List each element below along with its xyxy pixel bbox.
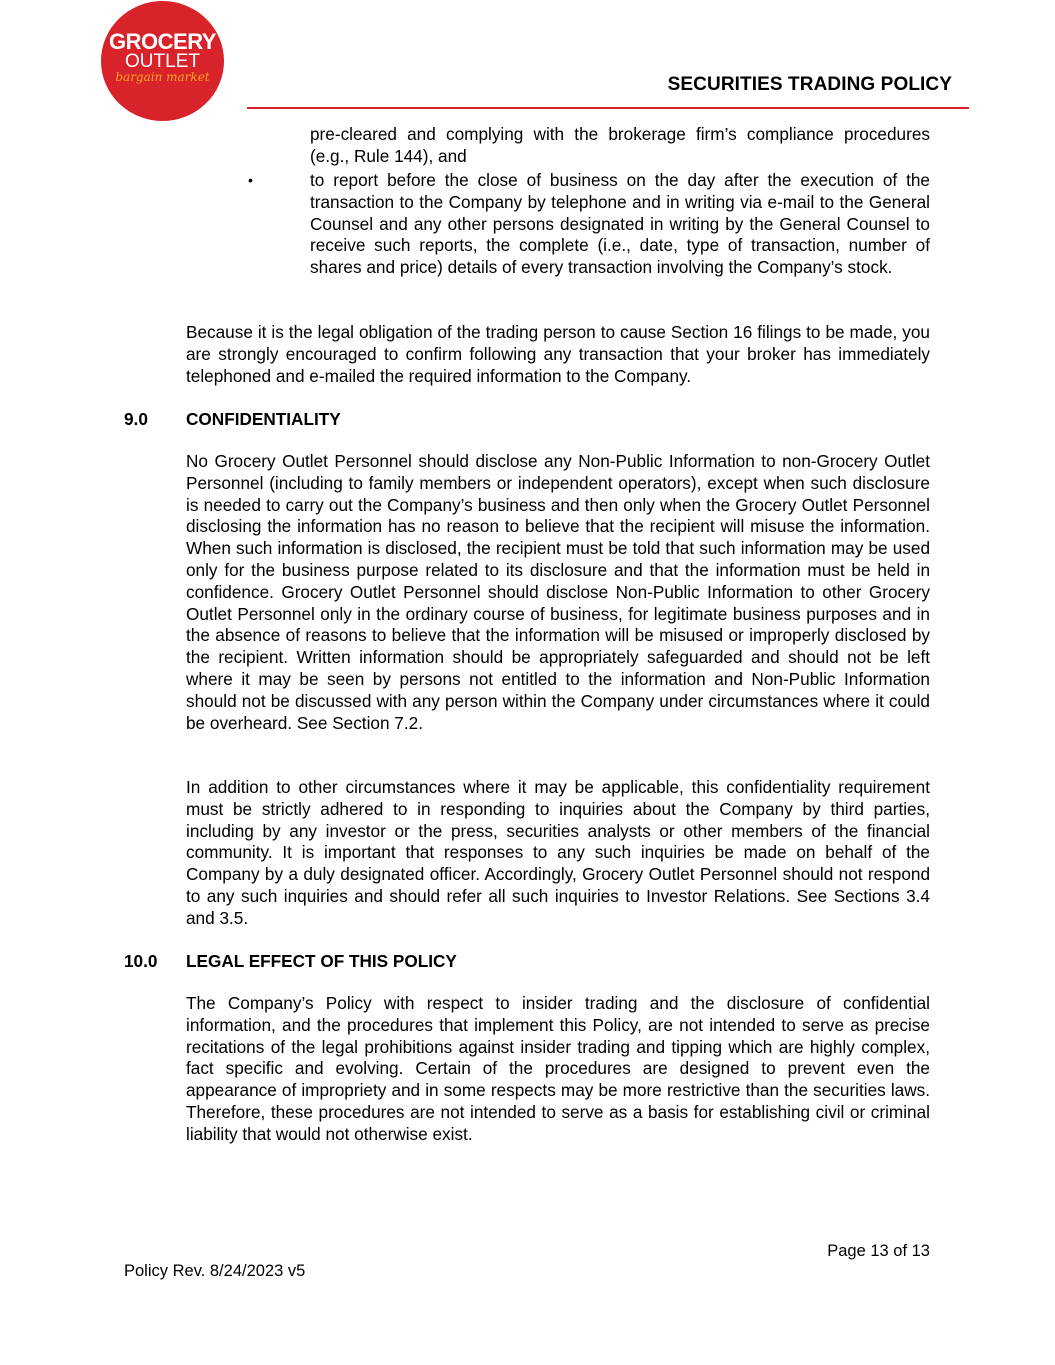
section-9-paragraph-2: In addition to other circumstances where it may be applicable, this confidentiality requirement must be strictly adhered to in responding to inquiries about the Company by third parties, including by any investor or the press, securities analysts or other members of the financial community. It is important that responses to any such inquiries be made on behalf of the Company by a duly designated officer. Accordingly, Grocery Outlet Personnel should not respond to any such inquiries and should refer all such inquiries to Investor Relations. See Sections 3.4 and 3.5. — [186, 777, 930, 928]
section16-paragraph: Because it is the legal obligation of the trading person to cause Section 16 filings to be made, you are strongly encouraged to confirm following any transaction that your broker has immediately telephoned and e-mailed the required information to the Company. — [186, 322, 930, 386]
section-10-heading: LEGAL EFFECT OF THIS POLICY — [186, 951, 457, 971]
company-logo — [101, 1, 224, 121]
header-divider — [247, 107, 969, 109]
bullet-item-text: to report before the close of business on the day after the execution of the transaction to the Company by telephone and in writing via e-mail to the General Counsel and any other persons designated in writing by the General Counsel to receive such reports, the complete (i.e., date, type of transaction, number of shares and price) details of every transaction involving the Company’s stock. — [310, 170, 930, 278]
section-10-paragraph-1: The Company’s Policy with respect to insider trading and the disclosure of confidential information, and the procedures that implement this Policy, are not intended to serve as precise recitations of the legal prohibitions against insider trading and tipping which are highly complex, fact specific and evolving. Certain of the procedures are designed to prevent even the appearance of impropriety and in some respects may be more restrictive than the securities laws. Therefore, these procedures are not intended to serve as a basis for establishing civil or criminal liability that would not otherwise exist. — [186, 993, 930, 1144]
logo-line-1: GROCERY — [109, 29, 216, 54]
section-9-number: 9.0 — [124, 409, 148, 429]
section-10-number: 10.0 — [124, 951, 158, 971]
bullet-icon: • — [248, 172, 253, 188]
logo-line-2: OUTLET — [125, 51, 200, 72]
section-9-heading: CONFIDENTIALITY — [186, 409, 341, 429]
continued-list-text: pre-cleared and complying with the brokerage firm’s compliance procedures (e.g., Rule 144), and — [310, 124, 930, 166]
page-number: Page 13 of 13 — [827, 1242, 930, 1260]
logo-tagline: bargain market — [115, 70, 210, 84]
document-title: SECURITIES TRADING POLICY — [667, 74, 952, 95]
section-9-paragraph-1: No Grocery Outlet Personnel should disclose any Non-Public Information to non-Grocery Outlet Personnel (including to family members or independent operators), except when such disclosure is needed to carry out the Company’s business and then only when the Grocery Outlet Personnel disclosing the information has no reason to believe that the recipient will misuse the information. When such information is disclosed, the recipient must be told that such information may be used only for the business purpose related to its disclosure and that the information must be held in confidence. Grocery Outlet Personnel should disclose Non-Public Information to other Grocery Outlet Personnel only in the ordinary course of business, for legitimate business purposes and in the absence of reasons to believe that the information will be misused or improperly disclosed by the recipient. Written information should be appropriately safeguarded and should not be left where it may be seen by persons not entitled to the information and Non-Public Information should not be discussed with any person within the Company under circumstances where it could be overheard. See Section 7.2. — [186, 451, 930, 733]
policy-revision: Policy Rev. 8/24/2023 v5 — [124, 1262, 306, 1280]
